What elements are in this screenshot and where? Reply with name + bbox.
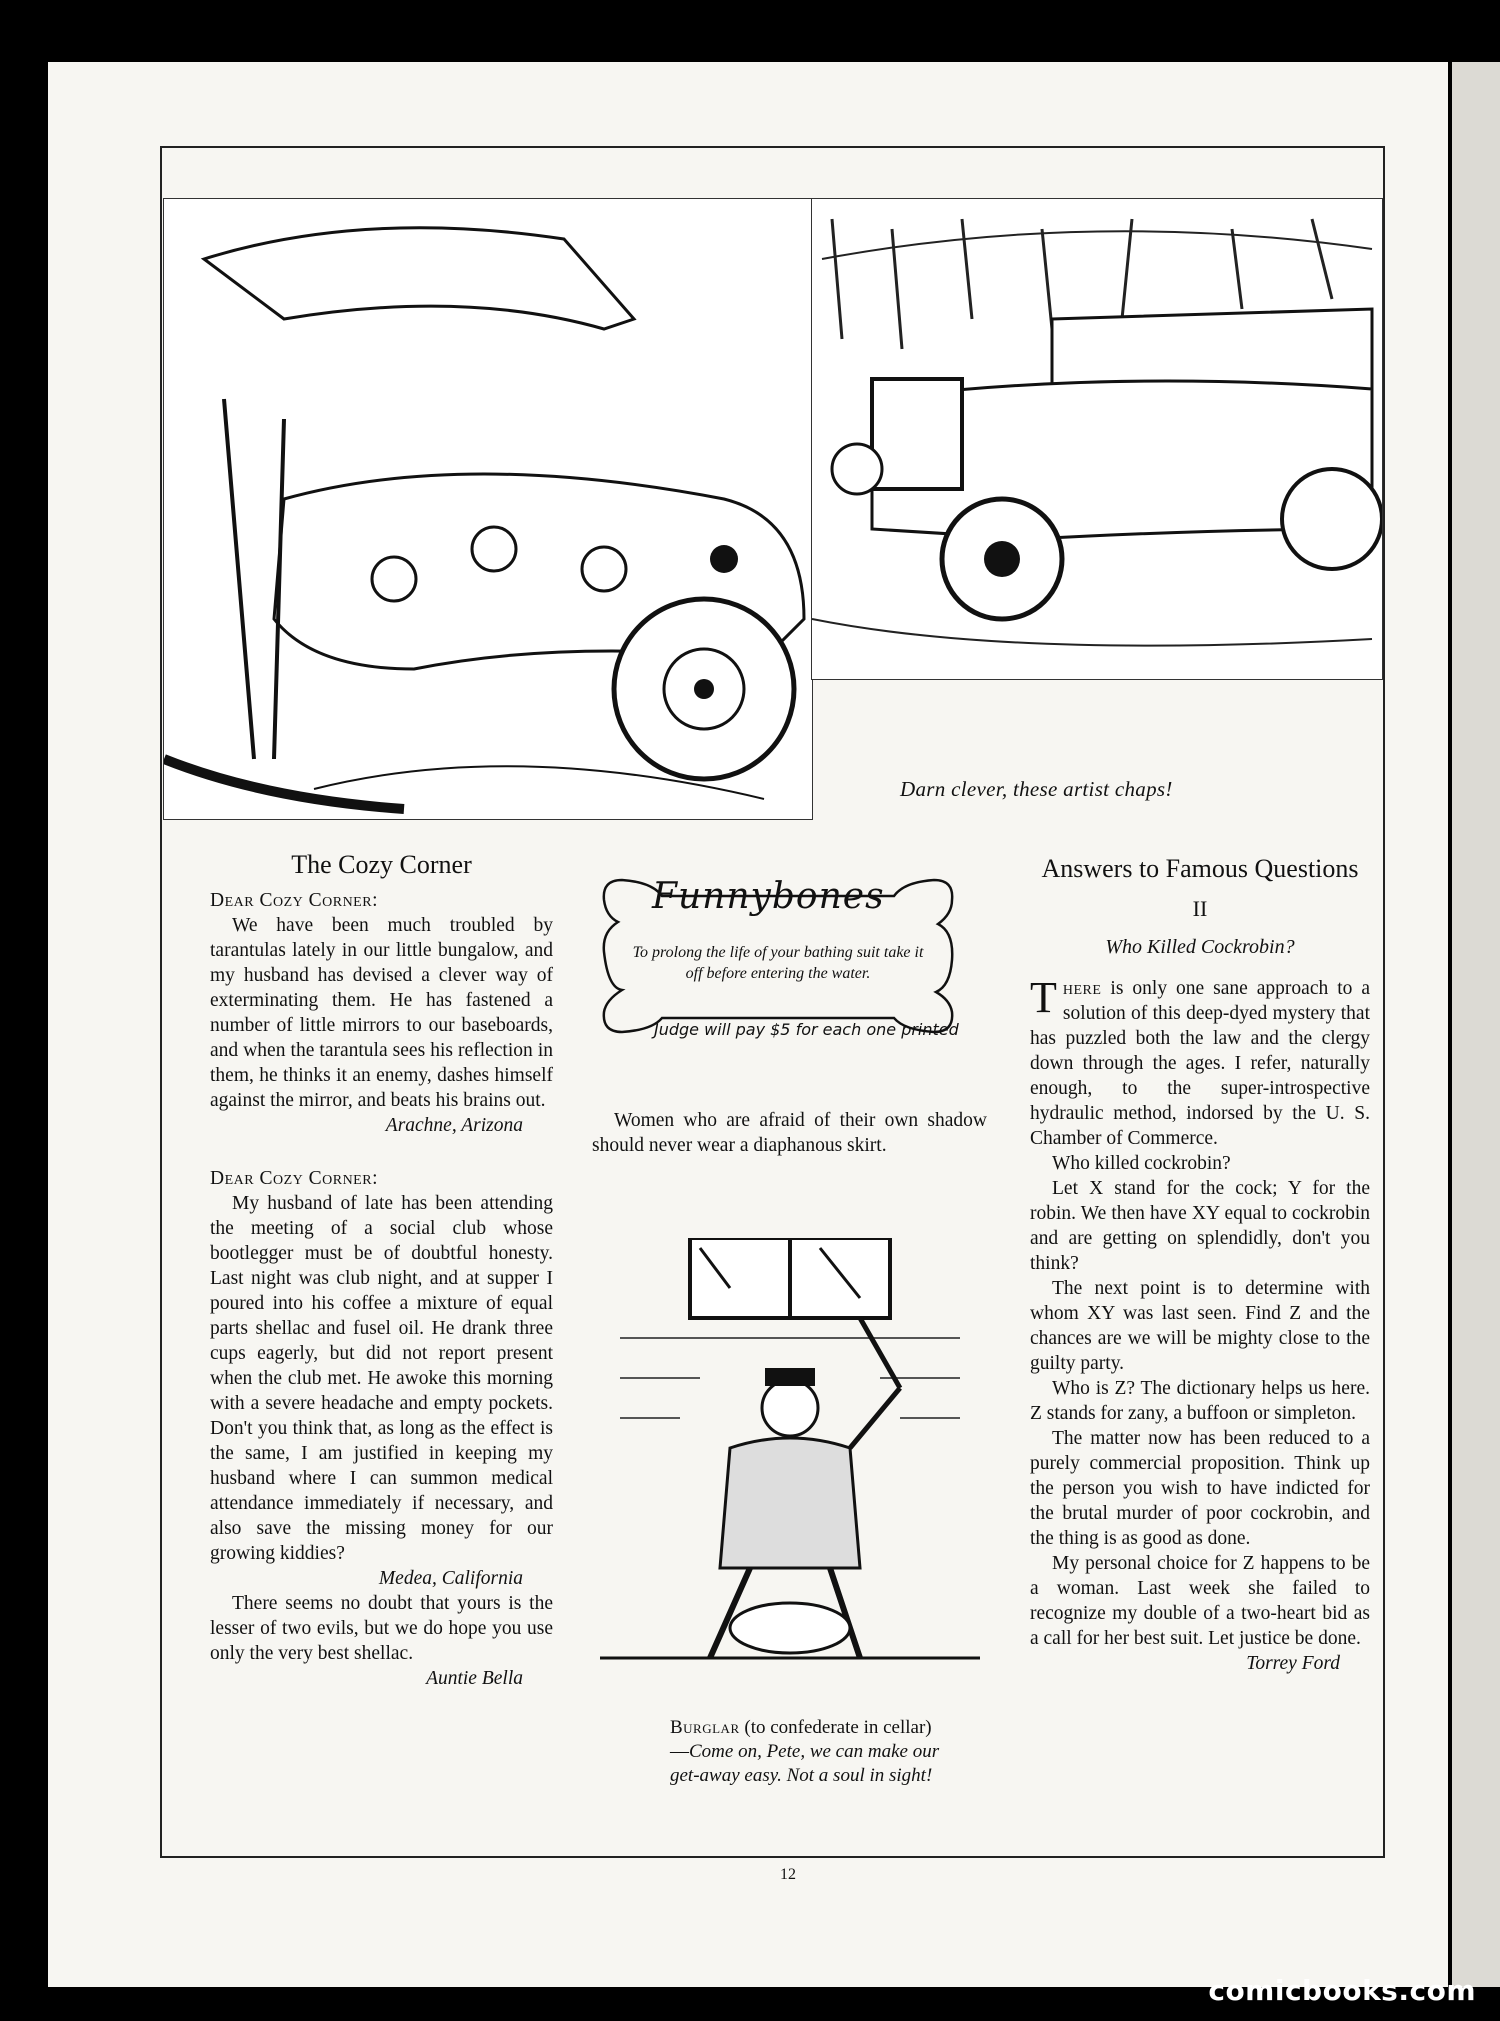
answers-p1: is only one sane approach to a solution of this deep-dyed mystery that has puzzled both the law and the clergy down through the ages. I refer, naturally enough, to the super-introspective hydraulic method, indorsed by the U. S. Chamber of Commerce. xyxy=(1030,978,1370,1149)
drop-cap: T xyxy=(1030,973,1057,1022)
letter1-salutation: Dear Cozy Corner: xyxy=(210,890,378,911)
car-drawing-left xyxy=(164,199,812,819)
answers-p6: The matter now has been reduced to a purely commercial proposition. Think up the person you wish to have indicted for the brutal murder of poor cockrobin, and the thing is as good as done. xyxy=(1030,1428,1370,1549)
middle-joke: Women who are afraid of their own shadow should never wear a diaphanous skirt. xyxy=(592,1110,987,1156)
caption-speaker: Burglar xyxy=(670,1717,740,1738)
caption-line: Come on, Pete, we can make our get-away easy. Not a soul in sight! xyxy=(670,1741,940,1786)
reply-signature: Auntie Bella xyxy=(426,1668,523,1689)
letter2-salutation: Dear Cozy Corner: xyxy=(210,1168,378,1189)
car-drawing-right xyxy=(812,199,1382,679)
reply-body: There seems no doubt that yours is the lesser of two evils, but we do hope you use only the very best shellac. xyxy=(210,1593,553,1664)
letter1-signature: Arachne, Arizona xyxy=(385,1115,523,1136)
illustration-caption: Darn clever, these artist chaps! xyxy=(900,777,1173,801)
funnybones-footer: Judge will pay $5 for each one printed xyxy=(654,1020,959,1039)
answers-p2: Who killed cockrobin? xyxy=(1052,1153,1231,1174)
policeman-cartoon xyxy=(600,1238,980,1682)
answers-p7: My personal choice for Z happens to be a woman. Last week she failed to recognize my double of a two-heart bid as a call for her best suit. Let justice be done. xyxy=(1030,1553,1370,1649)
answers-p5: Who is Z? The dictionary helps us here. Z stands for zany, a buffoon or simpleton. xyxy=(1030,1378,1370,1424)
page-number: 12 xyxy=(780,1866,796,1883)
lead-word: here xyxy=(1062,978,1102,999)
funnybones-title: Funnybones xyxy=(652,876,885,917)
next-page-edge xyxy=(1452,62,1500,1987)
letter1-body: We have been much troubled by tarantulas lately in our little bungalow, and my husband has devised a clever way of exterminating them. He has fastened a number of little mirrors to our baseboards, and when the tarantula sees his reflection in them, he thinks it an enemy, dashes himself against the mirror, and beats his brains out. xyxy=(210,915,553,1111)
answers-number: II xyxy=(1192,896,1208,921)
cozy-corner-column xyxy=(210,848,553,1691)
letter2-body: My husband of late has been attending the meeting of a social club whose bootlegger must be of doubtful honesty. Last night was club night, and at supper I poured into his coffee a mixture of equal parts shellac and fusel oil. He drank three cups eagerly, but did not report present when the club met. He awoke this morning with a severe headache and empty pockets. Don't you think that, as long as the effect is the same, I am justified in keeping my husband where I can summon medical attendance immediately if necessary, and also save the missing money for our growing kiddies? xyxy=(210,1193,553,1564)
answers-p4: The next point is to determine with whom XY was last seen. Find Z and the chances are we will be mighty close to the guilty party. xyxy=(1030,1278,1370,1374)
answers-title: Answers to Famous Questions xyxy=(1041,854,1359,883)
funnybones-joke: To prolong the life of your bathing suit take it off before entering the water. xyxy=(632,944,924,982)
answers-signature: Torrey Ford xyxy=(1246,1653,1340,1674)
cartoon-caption xyxy=(670,1716,945,1788)
cozy-corner-title: The Cozy Corner xyxy=(291,850,472,879)
answers-p3: Let X stand for the cock; Y for the robin. We then have XY equal to cockrobin and are getting on splendidly, don't you think? xyxy=(1030,1178,1370,1274)
car-illustration-right xyxy=(811,198,1383,680)
funnybones-box xyxy=(592,870,964,1042)
site-watermark: comicbooks.com xyxy=(1208,1974,1476,2007)
policeman-drawing xyxy=(600,1238,980,1682)
answers-subtitle: Who Killed Cockrobin? xyxy=(1105,936,1295,958)
letter2-signature: Medea, California xyxy=(378,1568,523,1589)
answers-column xyxy=(1030,852,1370,1676)
caption-setup: (to confederate in cellar)— xyxy=(670,1717,932,1762)
car-illustration-left xyxy=(163,198,813,820)
